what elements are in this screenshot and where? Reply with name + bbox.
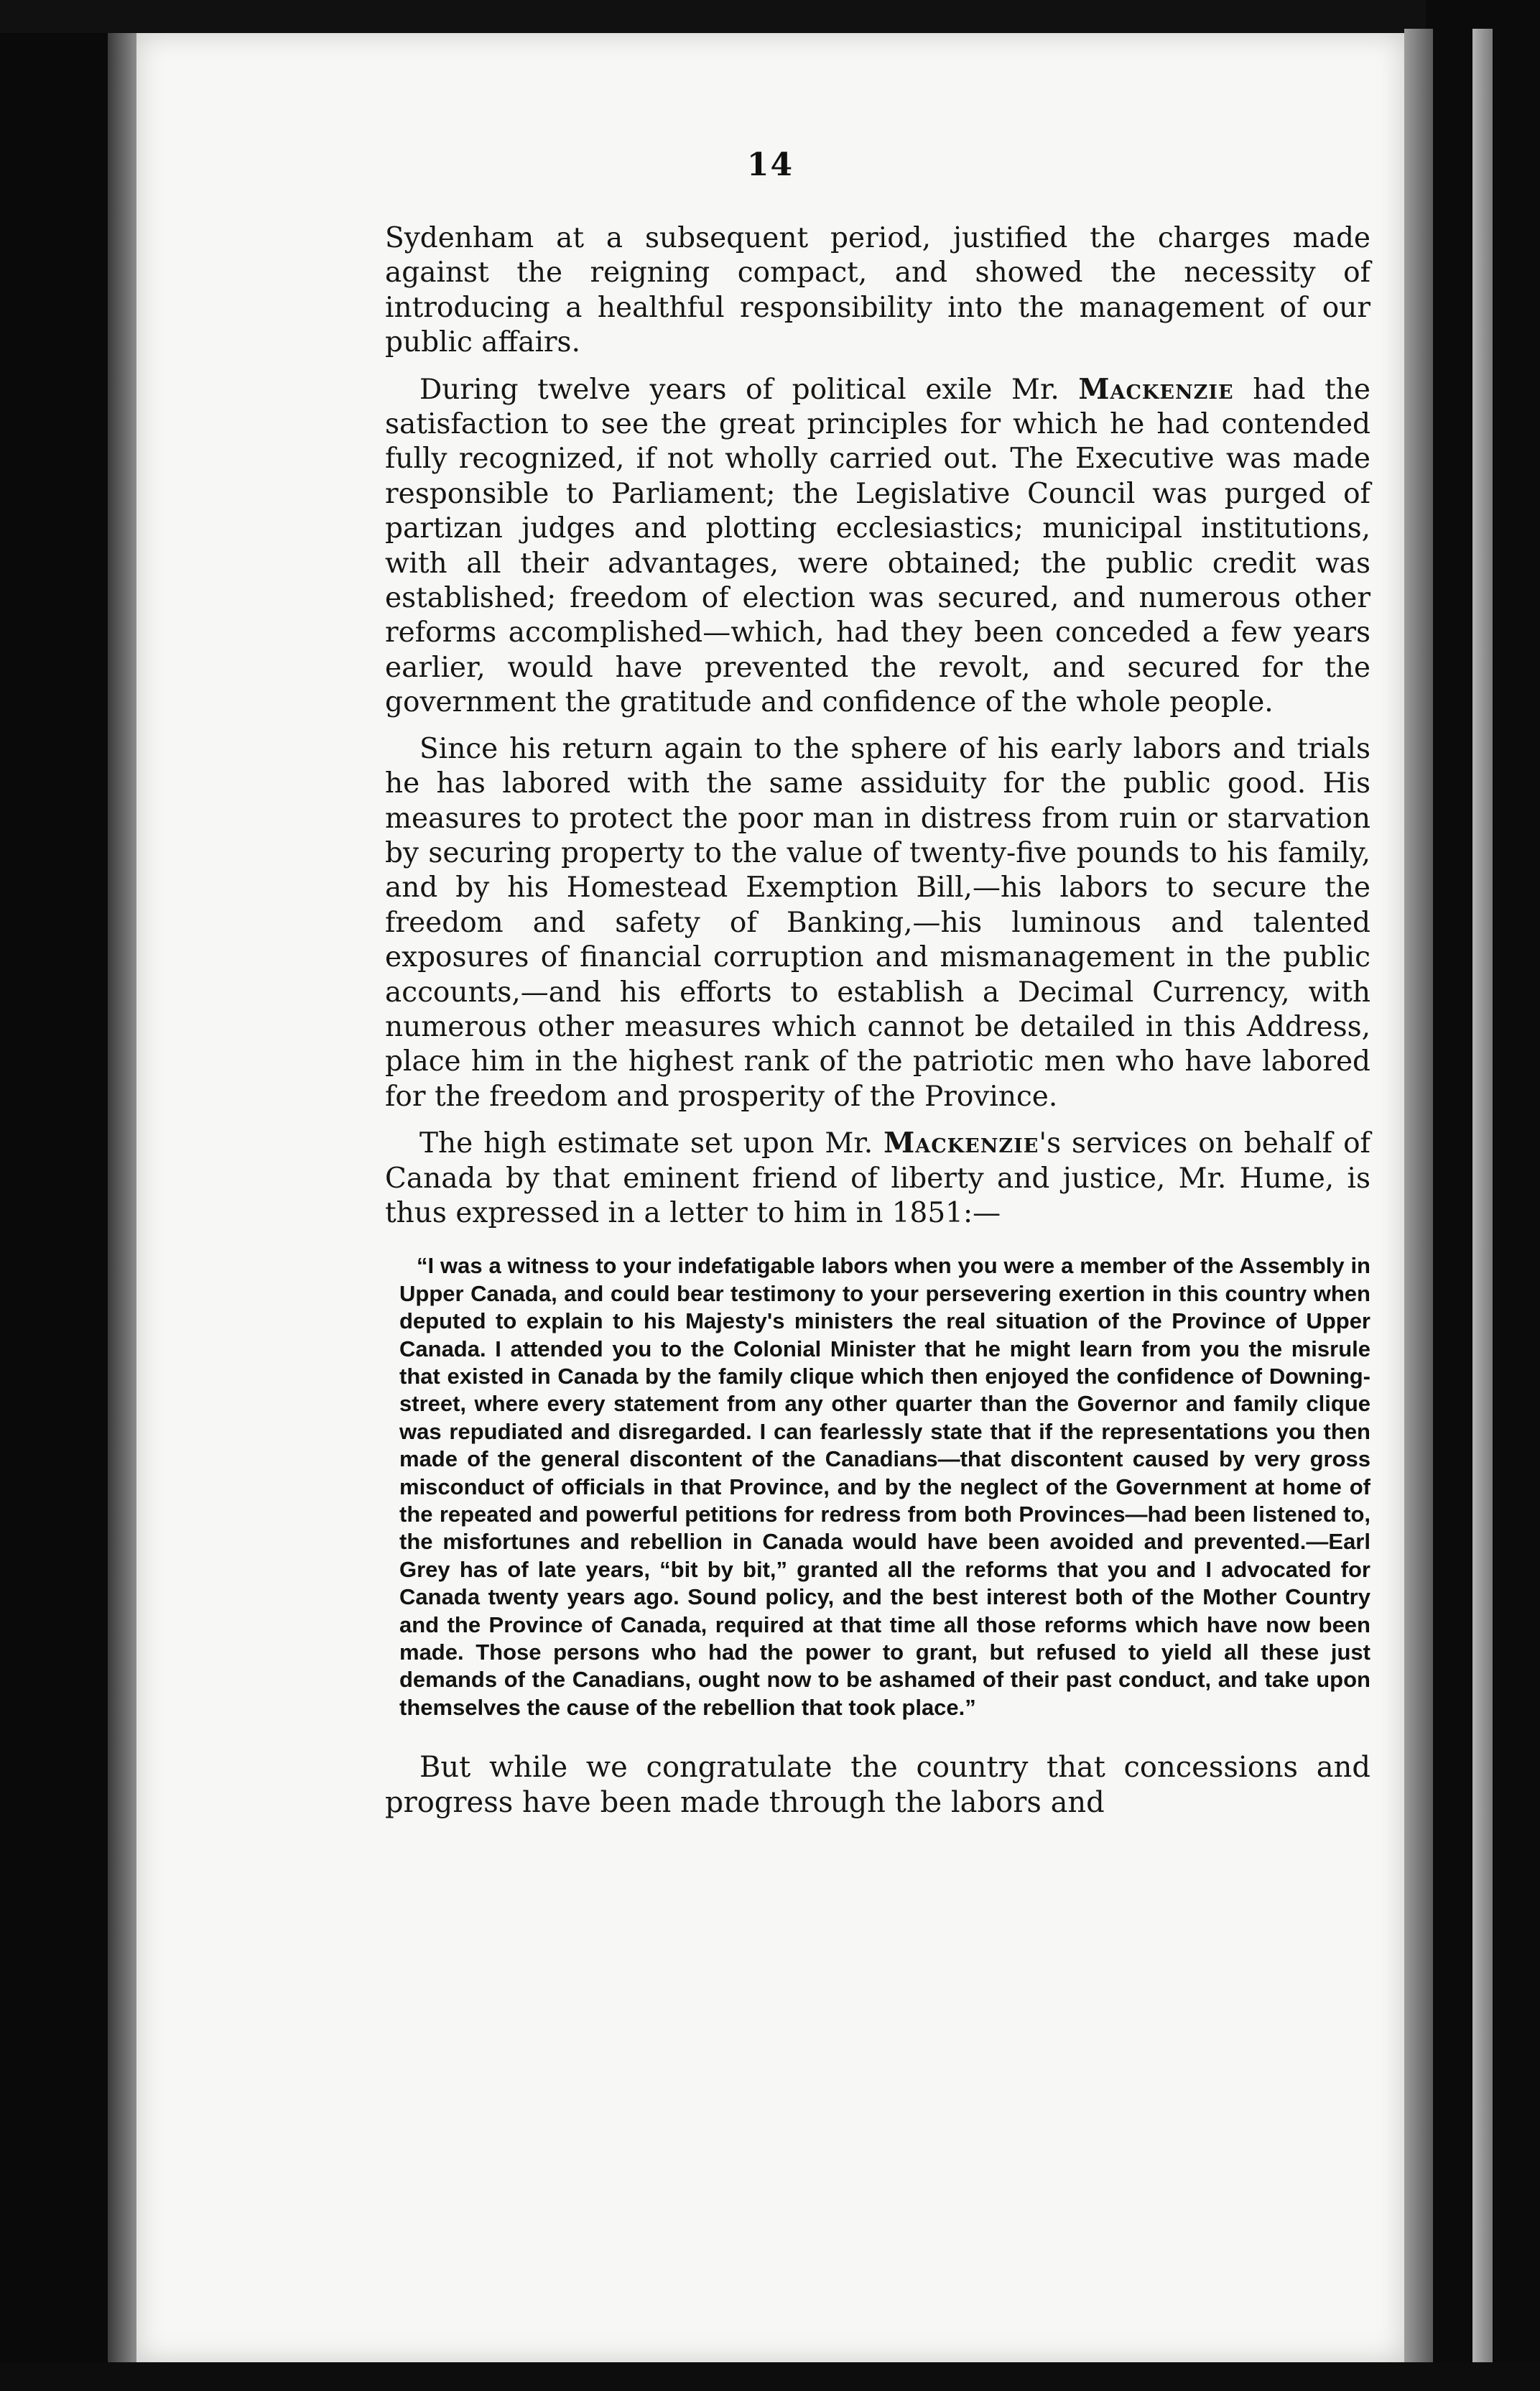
paragraph-3: Since his return again to the sphere of his early labors and trials he has labored with the same assiduity for the public good. His measures to protect the poor man in distress from ruin or starvation by securing property to the value of twenty-five pounds to his family, and by his Homestead Exemption Bill,—his labors to secure the freedom and safety of Banking,—his luminous and talented exposures of financial corruption and mismanagement in the public accounts,—and his efforts to establish a Decimal Currency, with numerous other measures which cannot be detailed in this Address, place him in the highest rank of the patriotic men who have labored for the freedom and prosperity of the Province. [385, 732, 1370, 1113]
paragraph-2-rest: had the satisfaction to see the great principles for which he had contended fully recognized, if not wholly carried out. The Executive was made responsible to Parliament; the Legislative Council was purged of partizan judges and plotting ecclesiastics; municipal institutions, with all their advantages, were obtained; the public credit was established; freedom of election was secured, and numerous other reforms accomplished—which, had they been conceded a few years earlier, would have prevented the revolt, and secured for the government the gratitude and confidence of the whole people. [385, 373, 1370, 719]
paragraph-2-lead: During twelve years of political exile Mr. [419, 373, 1079, 406]
paragraph-5: But while we congratulate the country that concessions and progress have been made through the labors and [385, 1751, 1370, 1820]
binding-gutter [108, 0, 136, 2391]
paragraph-1: Sydenham at a subsequent period, justified the charges made against the reigning compact, and showed the necessity of introducing a healthful responsibility into the management of our public affairs. [385, 222, 1370, 359]
page-edge [1472, 29, 1493, 2364]
paragraph-4-lead: The high estimate set upon Mr. [419, 1127, 884, 1160]
name-mackenzie: Mackenzie [883, 1127, 1039, 1160]
name-mackenzie: Mackenzie [1078, 372, 1234, 406]
page-number: 14 [746, 147, 794, 183]
page-body [385, 221, 1370, 1821]
scan-border-bottom [0, 2362, 1540, 2391]
paragraph-2 [385, 372, 1370, 721]
paragraph-4 [385, 1126, 1370, 1231]
scan-border-left [0, 0, 108, 2391]
scan-border-top [0, 0, 1540, 33]
hume-letter-quote: “I was a witness to your indefatigable labors when you were a member of the Assembly in Upper Canada, and could bear testimony to your persevering exertion in this country when deputed to explain to his Majesty's ministers the real situation of the Province of Upper Canada. I attended you to the Colonial Minister that he might learn from you the misrule that existed in Canada by the family clique which then enjoyed the confidence of Downing-street, where every statement from any other quarter than the Governor and family clique was repudiated and disregarded. I can fearlessly state that if the representations you then made of the general discontent of the Canadians—that discontent caused by very gross misconduct of officials in that Province, and by the neglect of the Government at home of the repeated and powerful petitions for redress from both Provinces—had been listened to, the misfortunes and rebellion in Canada would have been avoided and prevented.—Earl Grey has of late years, “bit by bit,” granted all the reforms that you and I advocated for Canada twenty years ago. Sound policy, and the best interest both of the Mother Country and the Province of Canada, required at that time all those reforms which have now been made. Those persons who had the power to grant, but refused to yield all these just demands of the Canadians, ought now to be ashamed of their past conduct, and take upon themselves the cause of the rebellion that took place.” [399, 1253, 1370, 1720]
paragraph-4-rest: 's services on behalf of Canada by that eminent friend of liberty and justice, Mr. Hume, is thus expressed in a letter to him in 1851:— [385, 1127, 1370, 1229]
page-shadow [1404, 29, 1433, 2364]
book-page [136, 33, 1404, 2362]
